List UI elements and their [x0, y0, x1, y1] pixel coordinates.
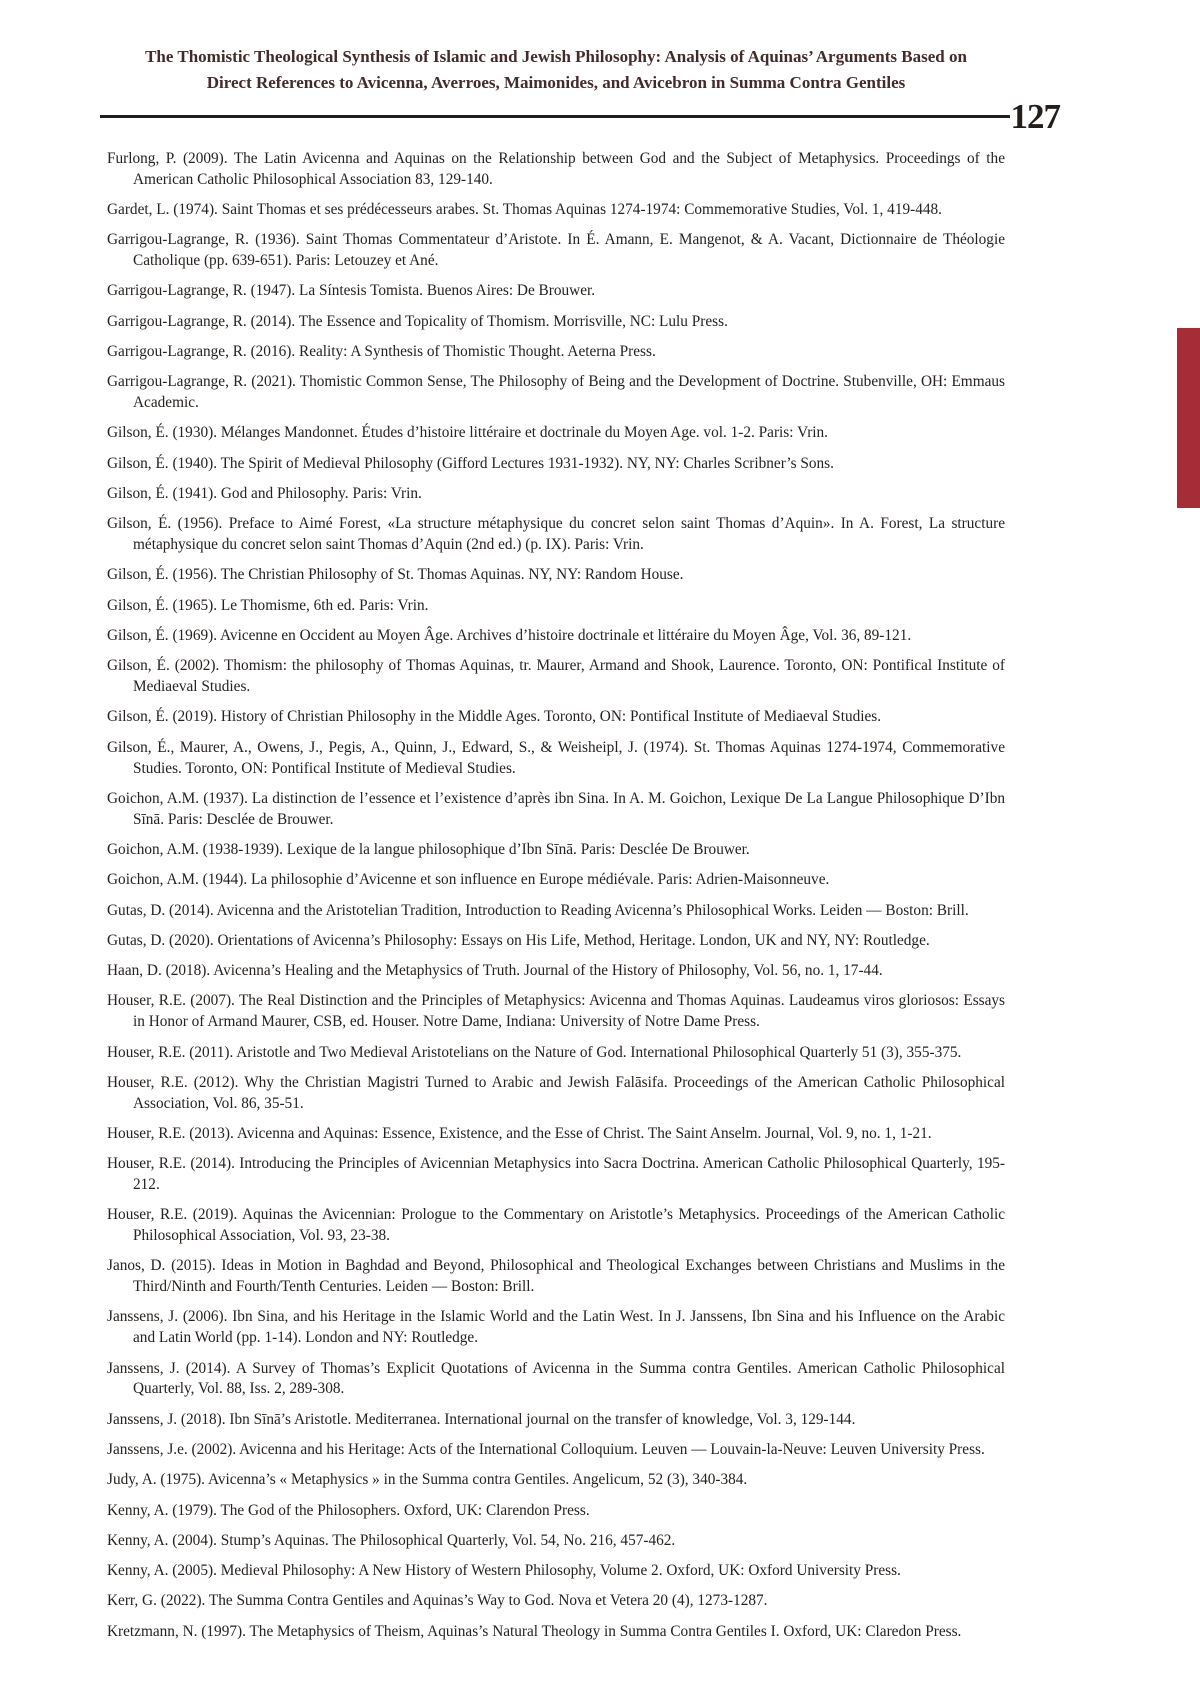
reference-entry: Gilson, É. (1941). God and Philosophy. Paris: Vrin. [107, 485, 422, 503]
reference-entry: Gilson, É. (1930). Mélanges Mandonnet. Études d’histoire littéraire et doctrinale du Moyen Age. vol. 1-2. Paris: Vrin. [107, 424, 829, 442]
reference-entry: Gardet, L. (1974). Saint Thomas et ses prédécesseurs arabes. St. Thomas Aquinas 1274-1974: Commemorative Studies, Vol. 1, 419-448. [107, 201, 942, 219]
reference-entry: Kretzmann, N. (1997). The Metaphysics of Theism, Aquinas’s Natural Theology in Summa Contra Gentiles I. Oxford, UK: Claredon Press. [107, 1622, 962, 1640]
reference-entry: Gilson, É. (1956). The Christian Philosophy of St. Thomas Aquinas. NY, NY: Random House. [107, 566, 684, 584]
reference-entry: Gutas, D. (2020). Orientations of Avicenna’s Philosophy: Essays on His Life, Method, Heritage. London, UK and NY, NY: Routledge. [107, 931, 930, 949]
reference-entry: Kerr, G. (2022). The Summa Contra Gentiles and Aquinas’s Way to God. Nova et Vetera 20 (4), 1273-1287. [107, 1592, 768, 1610]
reference-entry: Goichon, A.M. (1944). La philosophie d’Avicenne et son influence en Europe médiévale. Paris: Adrien-Maisonneuve. [107, 871, 830, 889]
reference-entry: Janssens, J. (2018). Ibn Sīnā’s Aristotle. Mediterranea. International journal on the transfer of knowledge, Vol. 3, 129-144. [107, 1410, 856, 1428]
reference-entry: Garrigou-Lagrange, R. (2014). The Essence and Topicality of Thomism. Morrisville, NC: Lulu Press. [107, 312, 728, 330]
reference-entry: Houser, R.E. (2007). The Real Distinction and the Principles of Metaphysics: Avicenna and Thomas Aquinas. Laudeamus viros gloriosos: Essays in Honor of Armand Maurer, CSB, ed. Houser. Notre Dame, Indiana: University of Notre Dame Press. [107, 992, 1005, 1031]
bookmark-tab [1177, 328, 1200, 508]
reference-entry: Furlong, P. (2009). The Latin Avicenna and Aquinas on the Relationship between God and the Subject of Metaphysics. Proceedings of the American Catholic Philosophical Association 83, 129-140. [107, 150, 1005, 188]
page-number: 127 [1010, 97, 1060, 136]
reference-entry: Gutas, D. (2014). Avicenna and the Aristotelian Tradition, Introduction to Reading Avicenna’s Philosophical Works. Leiden — Boston: Brill. [107, 901, 969, 919]
reference-entry: Janssens, J. (2006). Ibn Sina, and his Heritage in the Islamic World and the Latin West. In J. Janssens, Ibn Sina and his Influence on the Arabic and Latin World (pp. 1-14). London and NY: Routledge. [107, 1308, 1005, 1347]
reference-entry: Houser, R.E. (2012). Why the Christian Magistri Turned to Arabic and Jewish Falāsifa. Proceedings of the American Catholic Philosophical Association, Vol. 86, 35-51. [107, 1073, 1005, 1112]
reference-entry: Gilson, É. (1969). Avicenne en Occident au Moyen Âge. Archives d’histoire doctrinale et littéraire du Moyen Âge, Vol. 36, 89-121. [107, 627, 912, 645]
title-line-2: Direct References to Avicenna, Averroes, Maimonides, and Avicebron in Summa Contra Gentiles [206, 72, 906, 92]
reference-entry: Goichon, A.M. (1937). La distinction de l’essence et l’existence d’après ibn Sina. In A. M. Goichon, Lexique De La Langue Philosophique D’Ibn Sīnā. Paris: Desclée de Brouwer. [107, 789, 1005, 828]
reference-entry: Houser, R.E. (2013). Avicenna and Aquinas: Essence, Existence, and the Esse of Christ. The Saint Anselm. Journal, Vol. 9, no. 1, 1-21. [107, 1124, 932, 1142]
reference-entry: Janssens, J.e. (2002). Avicenna and his Heritage: Acts of the International Colloquium. Leuven — Louvain-la-Neuve: Leuven University Press. [107, 1440, 985, 1458]
reference-entry: Garrigou-Lagrange, R. (2016). Reality: A Synthesis of Thomistic Thought. Aeterna Press. [107, 343, 656, 361]
page-header-title [107, 44, 1005, 95]
reference-entry: Goichon, A.M. (1938-1939). Lexique de la langue philosophique d’Ibn Sīnā. Paris: Desclée De Brouwer. [107, 840, 750, 858]
reference-entry: Gilson, É. (1965). Le Thomisme, 6th ed. Paris: Vrin. [107, 596, 429, 614]
header-rule [100, 115, 1010, 118]
reference-entry: Garrigou-Lagrange, R. (1936). Saint Thomas Commentateur d’Aristote. In É. Amann, E. Mangenot, & A. Vacant, Dictionnaire de Théologie Catholique (pp. 639-651). Paris: Letouzey et Ané. [107, 231, 1005, 270]
reference-entry: Gilson, É. (1940). The Spirit of Medieval Philosophy (Gifford Lectures 1931-1932). NY, NY: Charles Scribner’s Sons. [107, 454, 834, 472]
references-list [107, 149, 1005, 1643]
reference-entry: Gilson, É., Maurer, A., Owens, J., Pegis, A., Quinn, J., Edward, S., & Weisheipl, J. (1974). St. Thomas Aquinas 1274-1974, Commemorative Studies. Toronto, ON: Pontifical Institute of Medieval Studies. [107, 738, 1005, 777]
reference-entry: Kenny, A. (1979). The God of the Philosophers. Oxford, UK: Clarendon Press. [107, 1501, 590, 1519]
reference-entry: Gilson, É. (1956). Preface to Aimé Forest, «La structure métaphysique du concret selon saint Thomas d’Aquin». In A. Forest, La structure métaphysique du concret selon saint Thomas d’Aquin (2nd ed.) (p. IX). Paris: Vrin. [107, 515, 1005, 554]
header-rule-row [100, 99, 1060, 134]
title-line-1: The Thomistic Theological Synthesis of Islamic and Jewish Philosophy: Analysis of Aquinas’ Arguments Based on [145, 47, 967, 66]
reference-entry: Garrigou-Lagrange, R. (2021). Thomistic Common Sense, The Philosophy of Being and the Development of Doctrine. Stubenville, OH: Emmaus Academic. [107, 373, 1005, 412]
reference-entry: Judy, A. (1975). Avicenna’s « Metaphysics » in the Summa contra Gentiles. Angelicum, 52 (3), 340-384. [107, 1471, 748, 1489]
reference-entry: Kenny, A. (2005). Medieval Philosophy: A New History of Western Philosophy, Volume 2. Oxford, UK: Oxford University Press. [107, 1562, 901, 1580]
reference-entry: Gilson, É. (2002). Thomism: the philosophy of Thomas Aquinas, tr. Maurer, Armand and Shook, Laurence. Toronto, ON: Pontifical Institute of Mediaeval Studies. [107, 657, 1005, 696]
reference-entry: Houser, R.E. (2014). Introducing the Principles of Avicennian Metaphysics into Sacra Doctrina. American Catholic Philosophical Quarterly, 195-212. [107, 1155, 1005, 1193]
reference-entry: Janssens, J. (2014). A Survey of Thomas’s Explicit Quotations of Avicenna in the Summa contra Gentiles. American Catholic Philosophical Quarterly, Vol. 88, Iss. 2, 289-308. [107, 1359, 1005, 1398]
reference-entry: Houser, R.E. (2019). Aquinas the Avicennian: Prologue to the Commentary on Aristotle’s Metaphysics. Proceedings of the American Catholic Philosophical Association, Vol. 93, 23-38. [107, 1206, 1005, 1245]
reference-entry: Kenny, A. (2004). Stump’s Aquinas. The Philosophical Quarterly, Vol. 54, No. 216, 457-462. [107, 1531, 676, 1549]
reference-entry: Gilson, É. (2019). History of Christian Philosophy in the Middle Ages. Toronto, ON: Pontifical Institute of Mediaeval Studies. [107, 708, 882, 726]
reference-entry: Janos, D. (2015). Ideas in Motion in Baghdad and Beyond, Philosophical and Theological Exchanges between Christians and Muslims in the Third/Ninth and Fourth/Tenth Centuries. Leiden — Boston: Brill. [107, 1257, 1005, 1296]
reference-entry: Houser, R.E. (2011). Aristotle and Two Medieval Aristotelians on the Nature of God. International Philosophical Quarterly 51 (3), 355-375. [107, 1043, 962, 1061]
reference-entry: Haan, D. (2018). Avicenna’s Healing and the Metaphysics of Truth. Journal of the History of Philosophy, Vol. 56, no. 1, 17-44. [107, 962, 883, 980]
reference-entry: Garrigou-Lagrange, R. (1947). La Síntesis Tomista. Buenos Aires: De Brouwer. [107, 282, 596, 300]
